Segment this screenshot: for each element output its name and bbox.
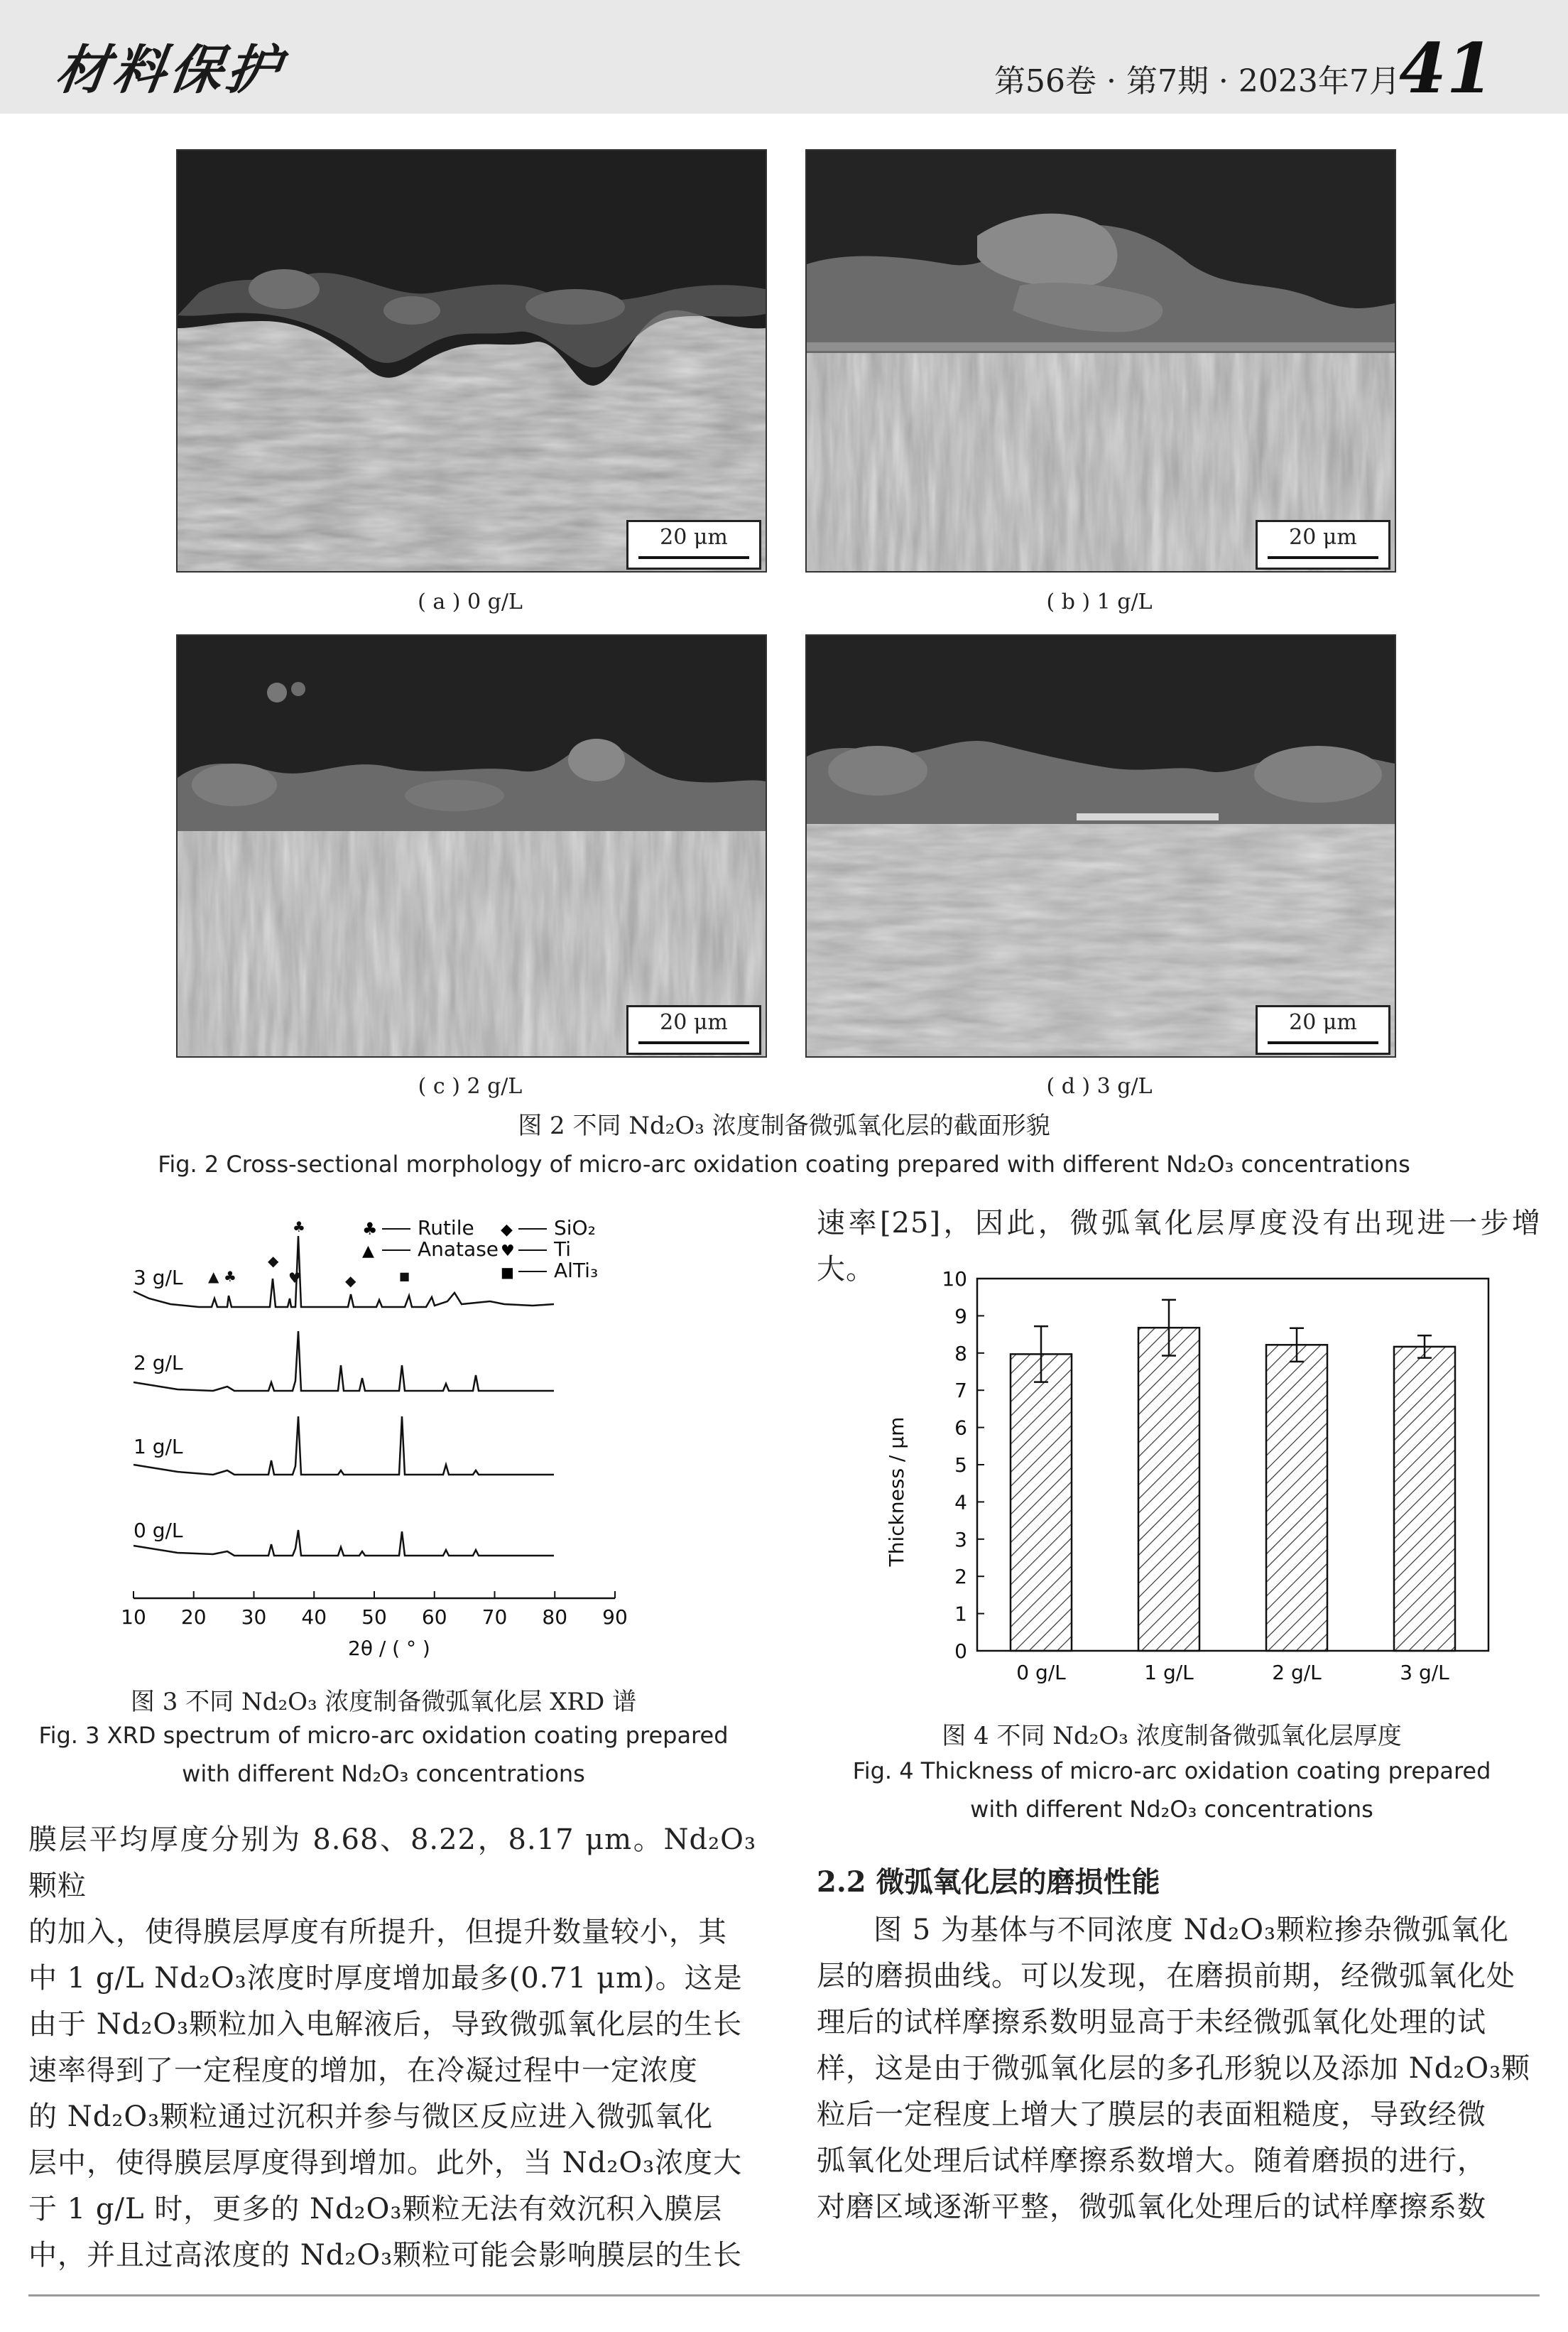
- y-tick-label: 4: [954, 1490, 967, 1514]
- scale-bar-a: [626, 520, 761, 570]
- right-top-text: 速率[25]，因此，微弧氧化层厚度没有出现进一步增大。: [817, 1207, 1541, 1286]
- legend-rutile: Rutile: [418, 1216, 474, 1240]
- scale-text-b: 20 μm: [1289, 525, 1357, 550]
- sem-image-a: [176, 149, 767, 573]
- page-number: 41: [1399, 28, 1494, 109]
- right-line-5: 粒后一定程度上增大了膜层的表面粗糙度，导致经微: [817, 2098, 1486, 2131]
- legend-symbol-rutile: ♣: [362, 1219, 378, 1239]
- xrd-legend: [362, 1216, 598, 1282]
- y-tick-label: 6: [954, 1416, 967, 1440]
- x-category-label: 3 g/L: [1400, 1661, 1449, 1684]
- trace-label-2: 2 g/L: [134, 1351, 183, 1374]
- xrd-x-ticks: [121, 1591, 628, 1629]
- y-tick-label: 7: [954, 1379, 967, 1403]
- fig3-title-en-1: Fig. 3 XRD spectrum of micro-arc oxidation coating prepared: [38, 1722, 729, 1749]
- bar-ylabel: Thickness / μm: [885, 1416, 908, 1567]
- bar-2: [1266, 1345, 1327, 1651]
- peak-marker-sio2-2: ◆: [345, 1272, 356, 1289]
- peak-marker-rutile-1: ♣: [224, 1268, 236, 1285]
- right-line-1: 图 5 为基体与不同浓度 Nd₂O₃颗粒掺杂微弧氧化: [873, 1914, 1510, 1946]
- legend-symbol-ti: ♥: [501, 1242, 515, 1260]
- xrd-tick-label: 50: [361, 1605, 387, 1629]
- left-line-9: 中，并且过高浓度的 Nd₂O₃颗粒可能会影响膜层的生长: [28, 2239, 743, 2272]
- scale-text-c: 20 μm: [660, 1010, 728, 1035]
- xrd-tick-label: 40: [301, 1605, 327, 1629]
- thickness-bar-chart: [873, 1257, 1513, 1719]
- scale-text-d: 20 μm: [1289, 1010, 1357, 1035]
- sem-image-d: [805, 634, 1396, 1058]
- left-line-8: 于 1 g/L 时，更多的 Nd₂O₃颗粒无法有效沉积入膜层: [28, 2193, 723, 2225]
- fig2-title-en: Fig. 2 Cross-sectional morphology of micro-arc oxidation coating prepared with different Nd₂O₃ concentrations: [158, 1151, 1410, 1178]
- fig4-title-en-1: Fig. 4 Thickness of micro-arc oxidation coating prepared: [852, 1757, 1491, 1784]
- left-line-3: 中 1 g/L Nd₂O₃浓度时厚度增加最多(0.71 μm)。这是: [28, 1962, 743, 1995]
- peak-marker-anatase: ▲: [208, 1268, 219, 1285]
- legend-sio2: SiO₂: [554, 1216, 596, 1240]
- right-line-3: 理后的试样摩擦系数明显高于未经微弧氧化处理的试: [817, 2006, 1486, 2039]
- right-body: [817, 1907, 1541, 2230]
- xrd-tick-label: 70: [481, 1605, 508, 1629]
- caption-c: ( c ) 2 g/L: [418, 1074, 523, 1099]
- xrd-tick-label: 10: [121, 1605, 146, 1629]
- xrd-tick-label: 80: [542, 1605, 568, 1629]
- y-tick-label: 1: [954, 1602, 967, 1626]
- left-line-4: 由于 Nd₂O₃颗粒加入电解液后，导致微弧氧化层的生长: [28, 2008, 743, 2041]
- sem-image-c: [176, 634, 767, 1058]
- y-tick-label: 3: [954, 1527, 967, 1551]
- left-line-5: 速率得到了一定程度的增加，在冷凝过程中一定浓度: [28, 2054, 698, 2087]
- bar-1: [1138, 1328, 1199, 1651]
- trace-label-3: 3 g/L: [134, 1266, 183, 1289]
- xrd-tick-label: 90: [602, 1605, 628, 1629]
- legend-alti3: AlTi₃: [554, 1259, 599, 1282]
- journal-logo: 材料保护: [52, 40, 288, 101]
- y-tick-label: 8: [954, 1341, 967, 1365]
- scale-line-c: [638, 1041, 749, 1044]
- left-line-2: 的加入，使得膜层厚度有所提升，但提升数量较小，其: [28, 1916, 727, 1948]
- scale-line-b: [1268, 556, 1378, 559]
- legend-symbol-sio2: ◆: [501, 1221, 513, 1239]
- y-tick-label: 10: [942, 1267, 967, 1291]
- scale-bar-d: [1256, 1005, 1390, 1055]
- bars-group: [1011, 1300, 1455, 1651]
- fig3-title-en-2: with different Nd₂O₃ concentrations: [182, 1760, 585, 1787]
- xrd-trace-0: [134, 1530, 554, 1556]
- scale-text-a: 20 μm: [660, 525, 728, 550]
- peak-marker-ti: ♥: [288, 1269, 301, 1286]
- scale-line-d: [1268, 1041, 1378, 1044]
- legend-anatase: Anatase: [418, 1237, 499, 1261]
- right-line-2: 层的磨损曲线。可以发现，在磨损前期，经微弧氧化处: [817, 1960, 1515, 1992]
- issue-info: 第56卷 · 第7期 · 2023年7月: [994, 63, 1400, 99]
- peak-marker-sio2-1: ◆: [268, 1252, 279, 1269]
- left-line-6: 的 Nd₂O₃颗粒通过沉积并参与微区反应进入微弧氧化: [28, 2100, 714, 2133]
- peak-marker-alti3: ■: [399, 1269, 410, 1283]
- caption-d: ( d ) 3 g/L: [1046, 1074, 1153, 1099]
- xrd-tick-label: 60: [421, 1605, 447, 1629]
- y-tick-label: 0: [954, 1639, 967, 1663]
- fig3-title-cn: 图 3 不同 Nd₂O₃ 浓度制备微弧氧化层 XRD 谱: [130, 1688, 637, 1716]
- bar-3: [1394, 1347, 1455, 1651]
- legend-ti: Ti: [554, 1237, 572, 1261]
- y-tick-label: 5: [954, 1453, 967, 1477]
- scale-bar-b: [1256, 520, 1390, 570]
- legend-symbol-alti3: ■: [501, 1264, 514, 1281]
- section-title: 2.2 微弧氧化层的磨损性能: [817, 1865, 1160, 1899]
- fig2-title-cn: 图 2 不同 Nd₂O₃ 浓度制备微弧氧化层的截面形貌: [518, 1112, 1050, 1140]
- scale-bar-c: [626, 1005, 761, 1055]
- xrd-trace-1: [134, 1416, 554, 1475]
- x-category-label: 1 g/L: [1144, 1661, 1194, 1684]
- xrd-chart: [107, 1208, 668, 1662]
- y-tick-label: 2: [954, 1565, 967, 1589]
- left-line-1: 膜层平均厚度分别为 8.68、8.22，8.17 μm。Nd₂O₃颗粒: [28, 1823, 756, 1902]
- trace-label-1: 1 g/L: [134, 1435, 183, 1458]
- right-line-6: 弧氧化处理后试样摩擦系数增大。随着磨损的进行，: [817, 2144, 1486, 2177]
- footer-rule: [28, 2294, 1540, 2296]
- left-line-7: 层中，使得膜层厚度得到增加。此外，当 Nd₂O₃浓度大: [28, 2147, 743, 2179]
- y-tick-label: 9: [954, 1304, 967, 1328]
- x-category-label: 0 g/L: [1016, 1661, 1066, 1684]
- right-line-7: 对磨区域逐渐平整，微弧氧化处理后的试样摩擦系数: [817, 2191, 1486, 2223]
- legend-symbol-anatase: ▲: [362, 1242, 374, 1260]
- caption-a: ( a ) 0 g/L: [418, 590, 523, 614]
- sem-image-b: [805, 149, 1396, 573]
- xrd-xlabel: 2θ / ( ° ): [348, 1637, 430, 1660]
- xrd-tick-label: 30: [241, 1605, 267, 1629]
- trace-label-0: 0 g/L: [134, 1519, 183, 1542]
- xrd-tick-label: 20: [180, 1605, 207, 1629]
- left-body: [28, 1817, 756, 2279]
- caption-b: ( b ) 1 g/L: [1046, 590, 1153, 614]
- right-line-4: 样，这是由于微弧氧化层的多孔形貌以及添加 Nd₂O₃颗: [817, 2052, 1531, 2085]
- xrd-trace-2: [134, 1331, 554, 1391]
- peak-marker-rutile-2: ♣: [293, 1218, 305, 1235]
- fig4-title-en-2: with different Nd₂O₃ concentrations: [970, 1796, 1373, 1823]
- fig4-title-cn: 图 4 不同 Nd₂O₃ 浓度制备微弧氧化层厚度: [942, 1722, 1402, 1750]
- scale-line-a: [638, 556, 749, 559]
- bar-x-categories: [1016, 1661, 1449, 1684]
- x-category-label: 2 g/L: [1272, 1661, 1322, 1684]
- bar-0: [1011, 1354, 1072, 1651]
